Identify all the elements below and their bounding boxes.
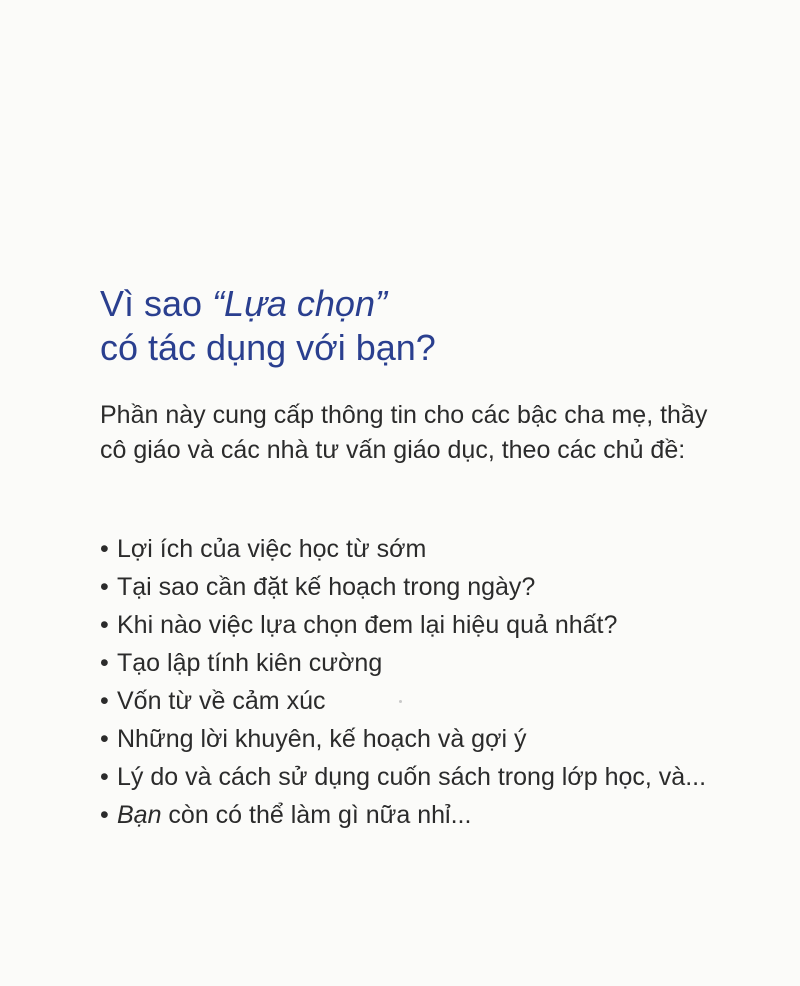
list-item (100, 532, 740, 567)
heading-prefix: Vì sao (100, 283, 213, 324)
list-item (100, 760, 740, 795)
topic-text: Những lời khuyên, kế hoạch và gợi ý (117, 725, 527, 753)
topic-text: Khi nào việc lựa chọn đem lại hiệu quả nhất? (117, 611, 618, 639)
bullet-icon: • (100, 687, 109, 715)
bullet-icon: • (100, 573, 109, 601)
topic-text: còn có thể làm gì nữa nhỉ... (161, 801, 472, 829)
bullet-icon: • (100, 649, 109, 677)
bullet-icon: • (100, 725, 109, 753)
bullet-icon: • (100, 611, 109, 639)
topic-text: Lý do và cách sử dụng cuốn sách trong lớp học, và... (117, 763, 707, 791)
topic-text: Tại sao cần đặt kế hoạch trong ngày? (117, 573, 536, 601)
list-item (100, 722, 740, 757)
list-item (100, 570, 740, 605)
bullet-icon: • (100, 763, 109, 791)
bullet-icon: • (100, 801, 109, 829)
list-item (100, 608, 740, 643)
topic-text: Tạo lập tính kiên cường (117, 649, 383, 677)
bullet-icon: • (100, 535, 109, 563)
topic-italic-word: Bạn (117, 801, 162, 829)
topic-text: Vốn từ về cảm xúc (117, 687, 326, 715)
intro-paragraph: Phần này cung cấp thông tin cho các bậc cha mẹ, thầy cô giáo và các nhà tư vấn giáo dục, theo các chủ đề: (100, 401, 708, 464)
heading-line-1 (100, 282, 740, 326)
list-item (100, 798, 740, 833)
list-item (100, 646, 740, 681)
list-item (100, 684, 740, 719)
topic-list (100, 532, 740, 836)
heading-line-2: có tác dụng với bạn? (100, 327, 436, 368)
paper-speck (399, 700, 402, 703)
heading-italic-phrase: “Lựa chọn” (212, 283, 387, 324)
section-heading (100, 282, 740, 370)
topic-text: Lợi ích của việc học từ sớm (117, 535, 427, 563)
